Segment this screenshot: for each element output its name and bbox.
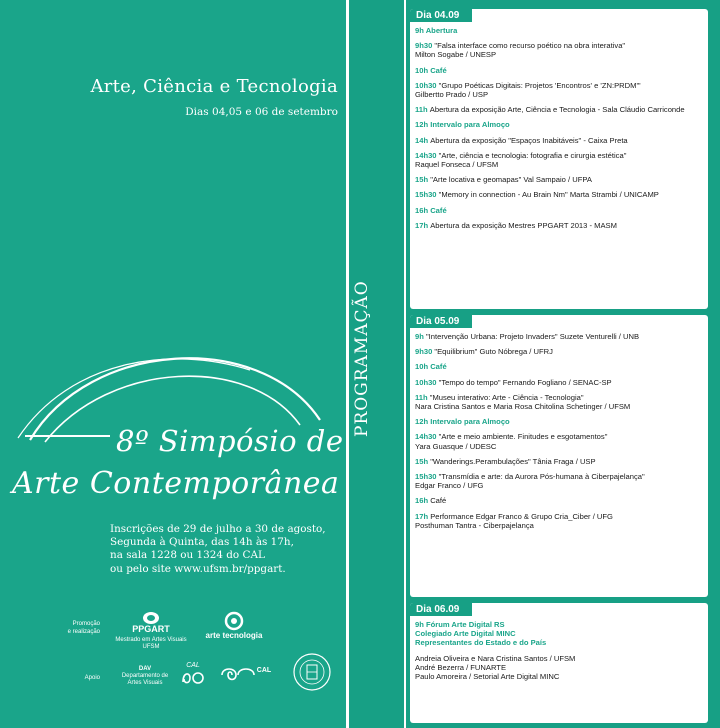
schedule-time: 11h [415,105,430,115]
schedule-time: 15h [415,456,431,466]
schedule-time: 17h [415,220,431,230]
schedule-title: "Intervenção Urbana: Projeto Invaders" Suzete Venturelli / UNB [425,332,640,341]
schedule-item [415,332,703,341]
schedule-title: "Museu interativo: Arte - Ciência - Tecnologia" [429,392,584,402]
day-box-2 [410,315,708,597]
schedule-time: 9h [415,26,426,35]
schedule-item [415,81,703,99]
schedule-title: Café [430,496,447,506]
ppgart-name: PPGART [132,624,170,634]
schedule-item [415,417,703,426]
schedule-time: 14h [415,135,431,145]
schedule-title: Abertura [425,26,458,35]
schedule-time: 12h [415,120,431,130]
dav-name: DAV [138,666,152,672]
schedule-title: Café [430,362,447,372]
arte-tecnologia-name: arte tecnologia [205,631,263,640]
event-name-line2: Arte Contemporânea [12,466,340,501]
schedule-title: "Tempo do tempo" Fernando Fogliano / SENAC-SP [438,377,612,387]
day-header: Dia 05.09 [410,315,472,328]
schedule-item [415,512,703,530]
schedule-time: 15h30 [415,472,439,482]
schedule-item [415,136,703,145]
schedule-time: 17h [415,511,431,521]
day-header: Dia 04.09 [410,9,472,22]
schedule-item [415,120,703,129]
left-panel [0,0,346,728]
apoio-label: Apoio [84,675,100,681]
schedule-title: Abertura da exposição Mestres PPGART 2013 - MASM [430,220,617,230]
day-items [410,328,708,538]
schedule-time: 15h30 [415,190,439,200]
day-box-1 [410,9,708,309]
schedule-title: Abertura da exposição Arte, Ciência e Tecnologia - Sala Cláudio Carriconde [429,105,685,115]
info-line: Inscrições de 29 de julho a 30 de agosto, [110,523,326,535]
schedule-title: "Grupo Poéticas Digitais: Projetos 'Encontros' e 'ZN:PRDM'" [438,80,641,90]
schedule-speaker: Andreia Oliveira e Nara Cristina Santos / UFSM André Bezerra / FUNARTE Paulo Amoreira / Setorial Arte Digital MINC [415,653,576,682]
schedule-time: 10h30 [415,80,439,90]
schedule-speaker: Edgar Franco / UFG [415,481,484,491]
schedule-title: Fórum Arte Digital RS [425,620,505,629]
schedule-item [415,221,703,230]
ppgart-subtitle: Mestrado em Artes Visuais UFSM [115,637,187,650]
schedule-item [415,190,703,199]
schedule-item [415,26,703,35]
schedule-time: 10h [415,362,431,372]
schedule-item [415,432,703,450]
info-line: ou pelo site www.ufsm.br/ppgart. [110,562,286,575]
schedule-item [415,457,703,466]
dav-subtitle: Departamento de Artes Visuais [121,673,169,686]
schedule-time: 9h [415,620,426,629]
schedule-speaker: Raquel Fonseca / UFSM [415,160,499,170]
schedule-item [415,105,703,114]
arte-tecnologia-logo-icon [224,611,244,631]
schedule-item [415,41,703,59]
schedule-item [415,66,703,75]
cal-50-logo-icon [180,670,206,686]
info-line: na sala 1228 ou 1324 do CAL [110,549,265,562]
schedule-time: 11h [415,392,430,402]
cal-name: CAL [256,667,272,674]
day-items [410,22,708,238]
info-line: Segunda à Quinta, das 14h às 17h, [110,536,294,549]
schedule-title: Intervalo para Almoço [430,120,510,130]
schedule-item [415,620,703,648]
schedule-item [415,175,703,184]
registration-info [110,523,326,576]
schedule-title: "Equilibrium" Guto Nóbrega / UFRJ [434,347,553,357]
schedule-item [415,362,703,371]
schedule-speaker: Gilbertto Prado / USP [415,90,489,100]
schedule-title: "Transmídia e arte: da Aurora Pós-humana à Ciberpajelança" [438,472,645,482]
schedule-time: 10h [415,65,431,75]
schedule-time: 14h30 [415,432,439,442]
page-title: Arte, Ciência e Tecnologia [90,76,338,97]
promo-label: Promoção e realização [67,621,100,635]
schedule-title: Intervalo para Almoço [430,417,510,427]
schedule-title: Abertura da exposição "Espaços Inabitáveis" - Caixa Preta [430,135,628,145]
schedule-speaker: Nara Cristina Santos e Maria Rosa Chitolina Schetinger / UFSM [415,402,631,412]
schedule-time: 15h [415,175,431,185]
schedule-title: Performance Edgar Franco & Grupo Cria_Ciber / UFG [430,511,613,521]
day-box-3 [410,603,708,723]
schedule-time: 9h30 [415,347,435,357]
schedule-time: 16h [415,205,431,215]
schedule-title: "Memory in connection - Au Brain Nm" Marta Strambi / UNICAMP [438,190,659,200]
schedule-item [415,347,703,356]
schedule-title: Café [430,205,447,215]
schedule-time: 10h30 [415,377,439,387]
schedule-time: 12h [415,417,431,427]
schedule-title: "Arte, ciência e tecnologia: fotografia e cirurgia estética" [438,150,627,160]
schedule-item [415,496,703,505]
event-name-line1: 8º Simpósio de [116,424,344,458]
schedule-item [415,151,703,169]
ufsm-seal-icon [292,652,332,692]
schedule-title: "Arte e meio ambiente. Finitudes e esgotamentos" [438,432,608,442]
schedule-title: "Wanderings.Perambulações" Tânia Fraga / USP [430,456,596,466]
schedule-time: 16h [415,496,431,506]
schedule-title: "Arte locativa e geomapas" Val Sampaio / UFPA [430,175,592,185]
schedule-time: 14h30 [415,150,439,160]
ppgart-logo-icon [142,611,160,625]
schedule-item [415,378,703,387]
schedule-speaker: Milton Sogabe / UNESP [415,50,497,60]
schedule-title: Café [430,65,447,75]
day-items [410,616,708,689]
schedule-item [415,393,703,411]
schedule-speaker: Yara Guasque / UDESC [415,441,497,451]
day-header: Dia 06.09 [410,603,472,616]
schedule-speaker: Posthuman Tantra - Ciberpajelança [415,520,534,530]
schedule-title: "Falsa interface como recurso poético na obra interativa" [434,41,626,51]
schedule-item [415,472,703,490]
schedule-time: 9h [415,332,426,341]
schedule-item [415,206,703,215]
cal-50-name: CAL [186,662,200,669]
schedule-speaker: Colegiado Arte Digital MINC Representantes do Estado e do País [415,629,547,648]
schedule-item [415,654,703,682]
event-dates: Dias 04,05 e 06 de setembro [185,106,338,118]
program-label: PROGRAMAÇÃO [352,280,372,437]
schedule-time: 9h30 [415,41,435,51]
